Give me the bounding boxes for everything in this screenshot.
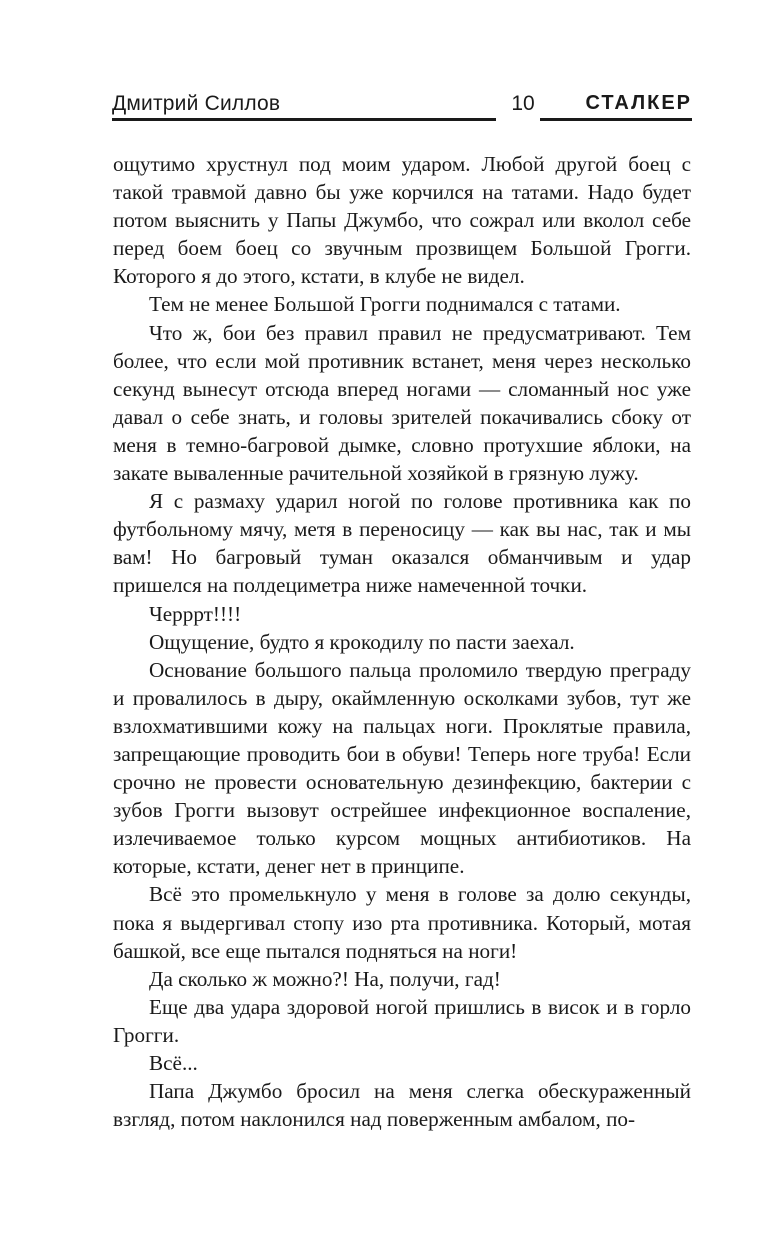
running-header xyxy=(112,92,692,122)
header-rule-left xyxy=(112,118,496,121)
body-text xyxy=(113,150,691,1133)
header-rule-right xyxy=(540,118,692,121)
header-author: Дмитрий Силлов xyxy=(112,92,281,115)
paragraph: Черррт!!!! xyxy=(149,601,242,626)
header-series-title: СТАЛКЕР xyxy=(585,92,692,114)
paragraph: Всё... xyxy=(149,1051,198,1075)
paragraph: Тем не менее Большой Грогги поднимался с татами. xyxy=(149,292,621,317)
paragraph: Я с размаху ударил ногой по голове противника как по футбольному мячу, метя в переносицу — как вы нас, так и мы вам! Но багровый туман оказался обманчивым и удар пришелся на полдециметра ниже намеченной точки. xyxy=(113,489,691,598)
paragraph: Папа Джумбо бросил на меня слегка обескураженный взгляд, потом наклонился над поверженным амбалом, по- xyxy=(113,1079,691,1132)
paragraph: Ощущение, будто я крокодилу по пасти заехал. xyxy=(149,629,575,654)
paragraph: Всё это промелькнуло у меня в голове за долю секунды, пока я выдергивал стопу изо рта противника. Который, мотая башкой, все еще пытался подняться на ноги! xyxy=(113,882,691,963)
paragraph: Основание большого пальца проломило твердую преграду и провалилось в дыру, окаймленную осколками зубов, тут же взлохматившими кожу на пальцах ноги. Проклятые правила, запрещающие проводить бои в обуви! Теперь ноге труба! Если срочно не провести основательную дезинфекцию, бактерии с зубов Грогги вызовут острейшее инфекционное воспаление, излечиваемое только курсом мощных антибиотиков. На которые, кстати, денег нет в принципе. xyxy=(113,657,691,879)
paragraph: Еще два удара здоровой ногой пришлись в висок и в горло Грогги. xyxy=(113,994,691,1047)
page-number: 10 xyxy=(511,92,535,115)
paragraph: Что ж, бои без правил правил не предусматривают. Тем более, что если мой противник встанет, меня через несколько секунд вынесут отсюда вперед ногами — сломанный нос уже давал о себе знать, и головы зрителей покачивались сбоку от меня в темно-багровой дымке, словно протухшие яблоки, на закате вываленные рачительной хозяйкой в грязную лужу. xyxy=(113,320,691,486)
paragraph: Да сколько ж можно?! На, получи, гад! xyxy=(149,966,501,991)
paragraph: ощутимо хрустнул под моим ударом. Любой другой боец с такой травмой давно бы уже корчился на татами. Надо будет потом выяснить у Папы Джумбо, что сожрал или вколол себе перед боем боец со звучным прозвищем Большой Грогги. Которого я до этого, кстати, в клубе не видел. xyxy=(113,152,691,289)
